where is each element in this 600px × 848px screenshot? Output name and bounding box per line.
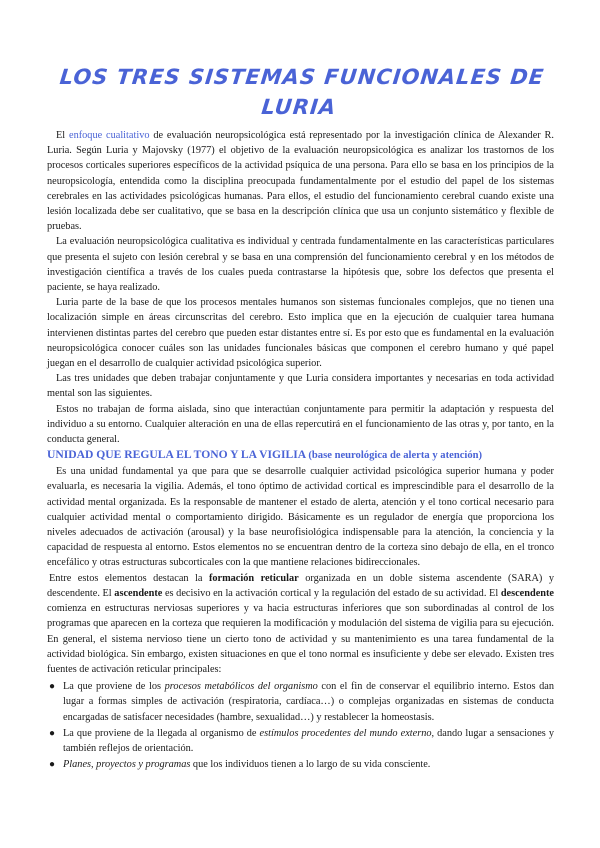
section-heading (47, 447, 554, 464)
text-run: de evaluación neuropsicológica está representado por la investigación clínica de Alexander R. Luria. Según Luria y Majovsky (1977) el objetivo de la evaluación neuropsicológica es analizar los trastornos de los procesos corticales superiores específicos de la actividad psíquica de una persona. Para ello se basa en los principios de la neuropsicología, entendida como la disciplina preocupada fundamentalmente por el estudio del papel de los sistemas cerebrales en las actividades psicológicas humanas. Para ellos, el estudio del funcionamiento cerebral cuando existe una lesión localizada debe ser cualitativo, que se basa en la descripción clínica que usa un conjunto sistemático y flexible de pruebas. (47, 130, 554, 233)
bold-term: formación reticular (208, 572, 299, 584)
section-subtitle: (base neurológica de alerta y atención) (308, 450, 483, 462)
section-title: UNIDAD QUE REGULA EL TONO Y LA VIGILIA (47, 448, 306, 462)
paragraph-interaction: Estos no trabajan de forma aislada, sino que interactúan conjuntamente para permitir la adaptación y respuesta del individuo a su entorno. Cualquier alteración en una de ellas repercutirá en el funcionamiento de las otras y, por tanto, en la conducta general. (47, 403, 554, 446)
paragraph-intro (47, 128, 554, 234)
text-run: El (56, 130, 70, 141)
page-title: LOS TRES SISTEMAS FUNCIONALES DE LURIA (58, 65, 546, 119)
paragraph-three-units: Las tres unidades que deben trabajar conjuntamente y que Luria considera importantes y necesarias en toda actividad mental son las siguientes. (47, 373, 554, 400)
text-run: que los individuos tienen a lo largo de su vida consciente. (190, 759, 431, 771)
list-item (49, 679, 554, 725)
text-run: organizada en un doble sistema ascendente (SARA) y descendente. El (47, 572, 554, 599)
text-run: comienza en estructuras nerviosas superiores y va hacia estructuras inferiores que son subordinadas al control de los programas que aparecen en la corteza que requieren la modificación y modulación del sistema de vigilia para su ejecución. En general, el sistema nervioso tiene un cierto tono de actividad y su mantenimiento es una tarea fundamental de la actividad biológica. Sin embargo, existen situaciones en que el tono normal es insuficiente y debe ser elevado. Existen tres fuentes de activación reticular principales: (47, 603, 554, 675)
paragraph-reticular-formation (47, 571, 554, 677)
italic-term: Planes, proyectos y programas (63, 759, 191, 771)
highlight-term: enfoque cualitativo (69, 130, 150, 141)
text-run: con el fin de conservar el equilibrio interno. Estos dan lugar a formas simples de activación (respiratoria, cardíaca…) o complejas organizadas en sistemas de conducta encargadas de satisfacer necesidades (hambre, sexualidad…) y restablecer la homeostasis. (63, 681, 554, 723)
italic-term: procesos metabólicos del organismo (164, 681, 318, 693)
bold-term: ascendente (114, 587, 163, 599)
bullet-icon: ● (49, 759, 56, 771)
paragraph-functional-systems: Luria parte de la base de que los procesos mentales humanos son sistemas funcionales complejos, que no tienen una localización simple en áreas circunscritas del cerebro. Esto implica que en la ejecución de cualquier tarea humana intervienen distintas partes del cerebro que pueden estar distantes entre sí. Es por esto que es fundamental en la evaluación neuropsicológica conocer cuáles son las unidades funcionales básicas que componen el cerebro humano y qué papel juegan en el desarrollo de cualquier actividad psicológica superior. (47, 297, 554, 370)
bullet-icon: ● (49, 681, 56, 693)
text-run: Entre estos elementos destacan la (49, 572, 209, 584)
list-item (49, 726, 555, 756)
paragraph-qualitative: La evaluación neuropsicológica cualitativa es individual y centrada fundamentalmente en las características particulares que presenta el sujeto con lesión cerebral y se basa en una comprensión del funcionamiento cerebral y en los métodos de investigación científica a través de los cuales pueda contrastarse la hipótesis que, sobre los defectos que presenta el paciente, se haya realizado. (47, 236, 554, 294)
activation-sources-list (47, 679, 554, 772)
italic-term: estímulos procedentes del mundo externo (259, 727, 432, 739)
text-run: , dando lugar a sensaciones y también reflejos de orientación. (63, 727, 555, 754)
bold-term: descendente (500, 587, 555, 599)
paragraph-unit-description: Es una unidad fundamental ya que para que se desarrolle cualquier actividad psicológica superior humana y poder evaluarla, es necesaria la vigilia. Además, el tono óptimo de actividad cortical es imprescindible para el desarrollo de la actividad mental organizada. Es la responsable de mantener el estado de alerta, atención y el tono cortical necesario para cualquier actividad mental o comportamiento dirigido. Básicamente es un regulador de energía que proporciona los niveles adecuados de activación (arousal) y la base neurofisiológica indispensable para la atención, la conciencia y la capacidad de respuesta al entorno. Estos elementos no se encuentran dentro de la corteza sino debajo de ella, en el tronco encefálico y otras estructuras subcorticales con la que mantiene relaciones bidireccionales. (47, 466, 554, 569)
text-run: es decisivo en la activación cortical y la regulación del estado de su actividad. El (162, 587, 501, 599)
list-item (49, 757, 554, 772)
bullet-icon: ● (49, 727, 56, 739)
text-run: La que proviene de la llegada al organismo de (63, 727, 260, 739)
text-run: La que proviene de los (63, 681, 165, 693)
